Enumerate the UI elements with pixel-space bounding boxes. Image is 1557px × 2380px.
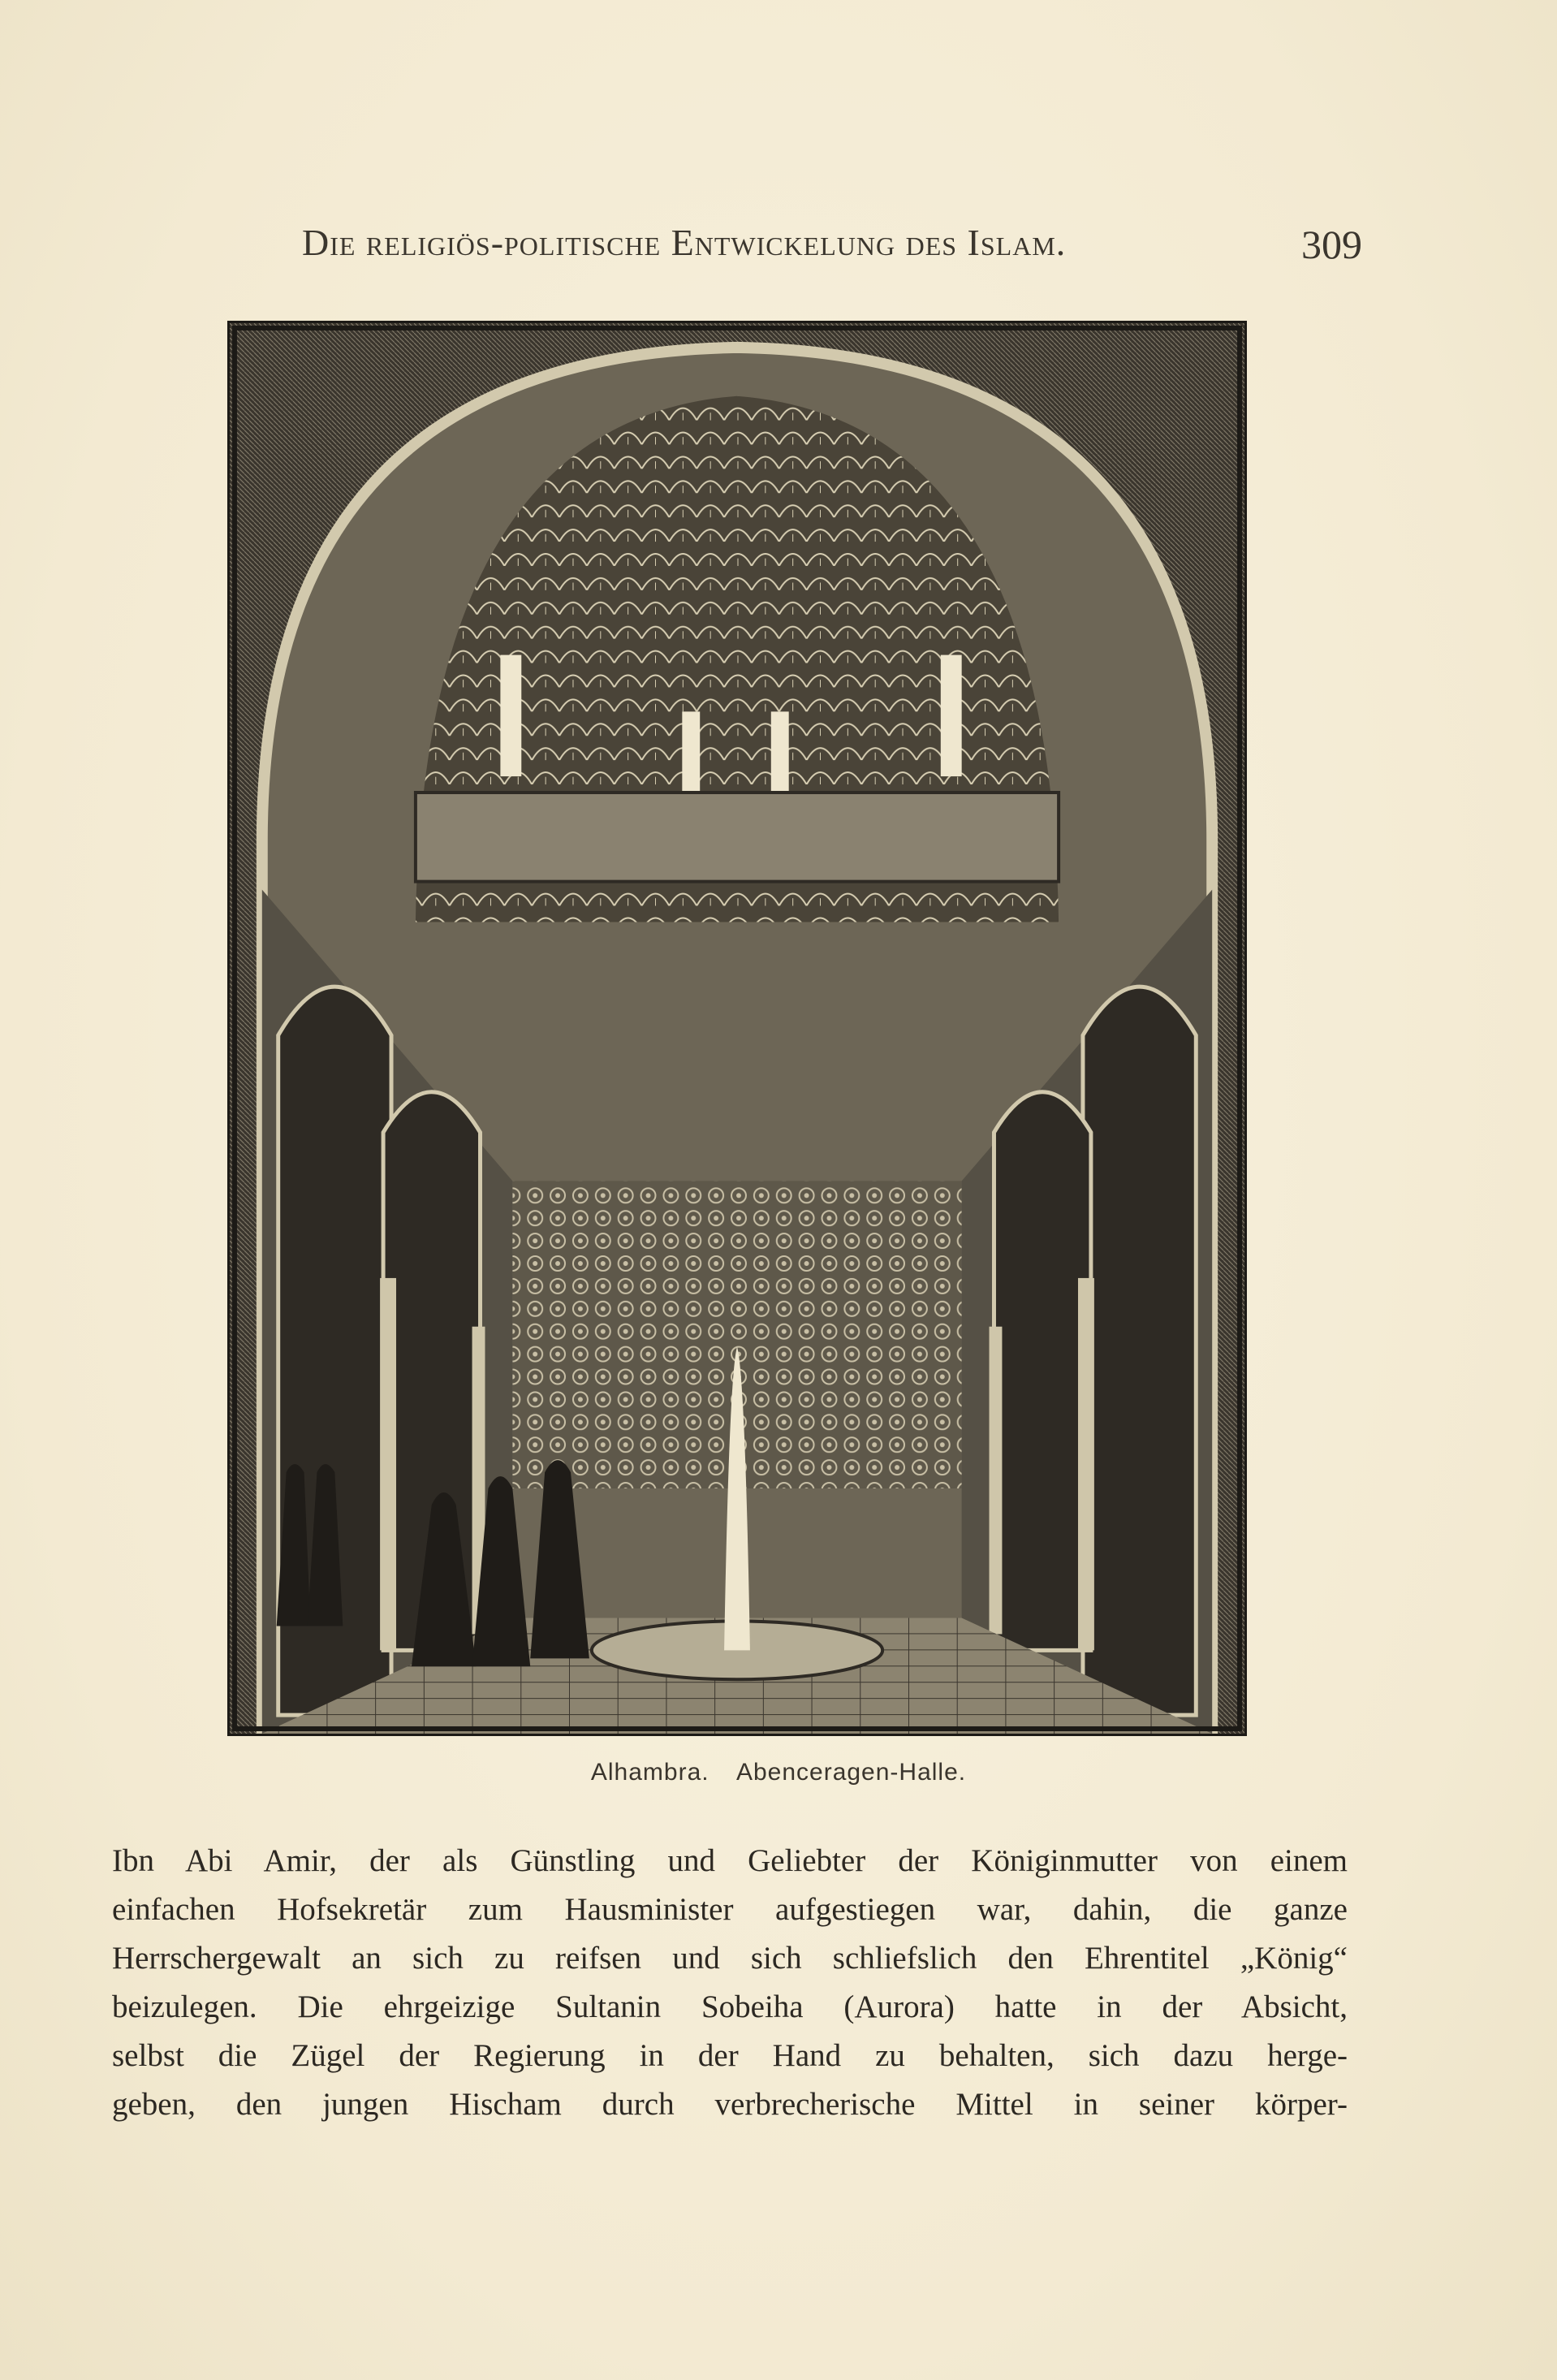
running-head: Die religiös-politische Entwickelung des Islam. — [302, 222, 1067, 263]
caption-title: Abenceragen-Halle. — [735, 1759, 967, 1786]
page-number: 309 — [1301, 222, 1362, 267]
text-line: Herrschergewalt an sich zu reifsen und sich schliefslich den Ehrentitel „König“ — [112, 1941, 1348, 1976]
text-line: einfachen Hofsekretär zum Hausminister aufgestiegen war, dahin, die ganze — [112, 1892, 1348, 1927]
text-line: selbst die Zügel der Regierung in der Hand zu behalten, sich dazu herge- — [112, 2038, 1348, 2073]
text-line: geben, den jungen Hischam durch verbrecherische Mittel in seiner körper- — [112, 2087, 1348, 2122]
engraving-illustration — [227, 321, 1247, 1736]
text-line: Ibn Abi Amir, der als Günstling und Geliebter der Königinmutter von einem — [112, 1843, 1348, 1878]
text-line: beizulegen. Die ehrgeizige Sultanin Sobeiha (Aurora) hatte in der Absicht, — [112, 1989, 1348, 2024]
figure-caption — [0, 1759, 1557, 1786]
caption-place: Alhambra. — [590, 1759, 709, 1786]
body-paragraph — [112, 1837, 1348, 2129]
